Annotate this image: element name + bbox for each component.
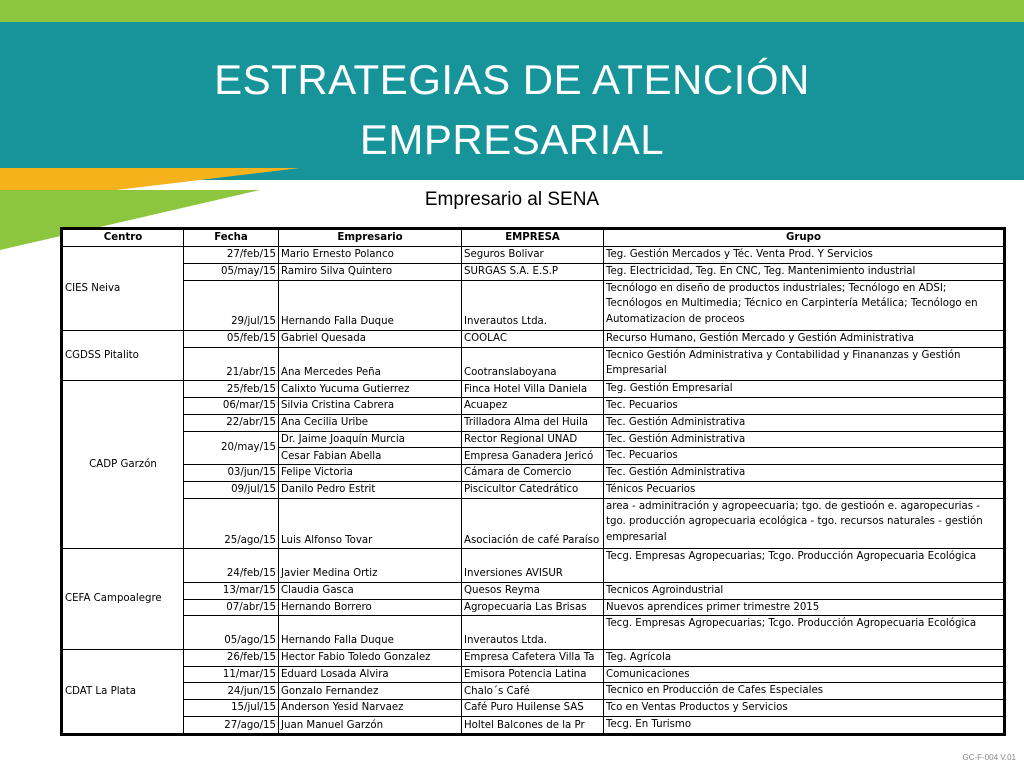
slide-subtitle: Empresario al SENA	[424, 189, 600, 210]
footer-code: GC-F-004 V.01	[962, 753, 1016, 762]
cell-grupo: Teg. Gestión Mercados y Téc. Venta Prod. Y Servicios	[604, 247, 1004, 264]
table-row	[63, 414, 1004, 431]
cell-empresa: COOLAC	[462, 330, 604, 347]
cell-grupo: Comunicaciones	[604, 666, 1004, 683]
table-row	[63, 683, 1004, 700]
cell-fecha: 29/jul/15	[184, 280, 279, 330]
cell-empresario: Claudia Gasca	[279, 582, 462, 599]
cell-grupo: Tecg. En Turismo	[604, 716, 1004, 733]
table-row	[63, 716, 1004, 733]
cell-fecha: 06/mar/15	[184, 398, 279, 415]
cell-grupo: Tecnicos Agroindustrial	[604, 582, 1004, 599]
table-row	[63, 247, 1004, 264]
table-row	[63, 616, 1004, 650]
cell-fecha: 22/abr/15	[184, 414, 279, 431]
cell-grupo: Tec. Pecuarios	[604, 448, 1004, 465]
cell-empresario: Juan Manuel Garzón	[279, 716, 462, 733]
cell-grupo: Teg. Gestión Empresarial	[604, 381, 1004, 398]
cell-empresa: Inversiones AVISUR	[462, 549, 604, 583]
cell-empresa: Quesos Reyma	[462, 582, 604, 599]
table-row	[63, 549, 1004, 583]
table-row	[63, 700, 1004, 717]
cell-fecha: 21/abr/15	[184, 347, 279, 381]
cell-grupo: Tecg. Empresas Agropecuarias; Tcgo. Producción Agropecuaria Ecológica	[604, 549, 1004, 583]
cell-grupo: Nuevos aprendices primer trimestre 2015	[604, 599, 1004, 616]
cell-empresa: Agropecuaria Las Brisas	[462, 599, 604, 616]
cell-empresario: Javier Medina Ortiz	[279, 549, 462, 583]
slide-title	[0, 50, 1024, 170]
cell-empresario: Hernando Falla Duque	[279, 616, 462, 650]
cell-centro: CADP Garzón	[63, 381, 184, 549]
cell-empresario: Eduard Losada Alvira	[279, 666, 462, 683]
cell-grupo: Tecg. Empresas Agropecuarias; Tcgo. Producción Agropecuaria Ecológica	[604, 616, 1004, 650]
cell-fecha: 13/mar/15	[184, 582, 279, 599]
table-row	[63, 582, 1004, 599]
cell-empresario: Hernando Borrero	[279, 599, 462, 616]
cell-fecha: 25/ago/15	[184, 498, 279, 548]
cell-fecha: 25/feb/15	[184, 381, 279, 398]
header-empresa: EMPRESA	[462, 230, 604, 247]
cell-empresario: Calixto Yucuma Gutierrez	[279, 381, 462, 398]
table-row	[63, 280, 1004, 330]
table-row	[63, 599, 1004, 616]
cell-empresa: Empresa Ganadera Jericó	[462, 448, 604, 465]
cell-fecha: 27/feb/15	[184, 247, 279, 264]
table-row	[63, 481, 1004, 498]
cell-centro: CDAT La Plata	[63, 649, 184, 733]
cell-empresa: Inverautos Ltda.	[462, 280, 604, 330]
cell-empresa: Cootranslaboyana	[462, 347, 604, 381]
cell-empresario: Mario Ernesto Polanco	[279, 247, 462, 264]
table-row	[63, 431, 1004, 448]
cell-centro: CEFA Campoalegre	[63, 549, 184, 650]
cell-empresario: Hernando Falla Duque	[279, 280, 462, 330]
cell-empresa: Emisora Potencia Latina	[462, 666, 604, 683]
cell-fecha: 11/mar/15	[184, 666, 279, 683]
cell-fecha: 07/abr/15	[184, 599, 279, 616]
cell-fecha: 05/feb/15	[184, 330, 279, 347]
cell-fecha: 20/may/15	[184, 431, 279, 465]
table-row	[63, 263, 1004, 280]
table-row	[63, 347, 1004, 381]
cell-empresa: Seguros Bolivar	[462, 247, 604, 264]
cell-empresario: Silvia Cristina Cabrera	[279, 398, 462, 415]
header-grupo: Grupo	[604, 230, 1004, 247]
header-fecha: Fecha	[184, 230, 279, 247]
cell-grupo: Tecnólogo en diseño de productos industriales; Tecnólogo en ADSI; Tecnólogos en Multimedia; Técnico en Carpintería Metálica; Tecnólogo en Automatizacion de proceos	[604, 280, 1004, 330]
cell-grupo: Recurso Humano, Gestión Mercado y Gestión Administrativa	[604, 330, 1004, 347]
cell-empresa: Chalo´s Café	[462, 683, 604, 700]
table-row	[63, 498, 1004, 548]
data-table-container	[60, 227, 1006, 736]
cell-empresario: Cesar Fabian Abella	[279, 448, 462, 465]
table-row	[63, 398, 1004, 415]
cell-empresario: Danilo Pedro Estrit	[279, 481, 462, 498]
cell-empresario: Hector Fabio Toledo Gonzalez	[279, 649, 462, 666]
cell-grupo: Tec. Gestión Administrativa	[604, 414, 1004, 431]
cell-empresa: SURGAS S.A. E.S.P	[462, 263, 604, 280]
cell-empresa: Rector Regional UNAD	[462, 431, 604, 448]
cell-centro: CGDSS Pitalito	[63, 330, 184, 380]
cell-fecha: 09/jul/15	[184, 481, 279, 498]
header-centro: Centro	[63, 230, 184, 247]
cell-empresario: Ana Cecilia Uribe	[279, 414, 462, 431]
cell-grupo: Tec. Pecuarios	[604, 398, 1004, 415]
cell-empresa: Finca Hotel Villa Daniela	[462, 381, 604, 398]
cell-fecha: 05/ago/15	[184, 616, 279, 650]
title-line-2: EMPRESARIAL	[359, 116, 665, 163]
cell-fecha: 05/may/15	[184, 263, 279, 280]
cell-grupo: Tco en Ventas Productos y Servicios	[604, 700, 1004, 717]
cell-grupo: Tec. Gestión Administrativa	[604, 431, 1004, 448]
header-empresario: Empresario	[279, 230, 462, 247]
cell-empresa: Inverautos Ltda.	[462, 616, 604, 650]
cell-fecha: 27/ago/15	[184, 716, 279, 733]
table-body	[63, 247, 1004, 734]
cell-empresario: Felipe Victoria	[279, 465, 462, 482]
table-row	[63, 465, 1004, 482]
cell-grupo: area - adminitración y agropeecuaria; tgo. de gestioón e. agaropecurias - tgo. producción agropecuaria ecológica - tgo. recursos naturales - gestión empresarial	[604, 498, 1004, 548]
cell-fecha: 26/feb/15	[184, 649, 279, 666]
table-row	[63, 649, 1004, 666]
cell-grupo: Tecnico Gestión Administrativa y Contabilidad y Finananzas y Gestión Empresarial	[604, 347, 1004, 381]
cell-empresa: Trilladora Alma del Huila	[462, 414, 604, 431]
cell-empresario: Luis Alfonso Tovar	[279, 498, 462, 548]
cell-fecha: 15/jul/15	[184, 700, 279, 717]
cell-grupo: Tec. Gestión Administrativa	[604, 465, 1004, 482]
cell-fecha: 24/jun/15	[184, 683, 279, 700]
cell-empresa: Cámara de Comercio	[462, 465, 604, 482]
cell-empresa: Asociación de café Paraíso	[462, 498, 604, 548]
table-row	[63, 666, 1004, 683]
table-header-row	[63, 230, 1004, 247]
cell-empresario: Ana Mercedes Peña	[279, 347, 462, 381]
cell-centro: CIES Neiva	[63, 247, 184, 331]
cell-grupo: Teg. Agrícola	[604, 649, 1004, 666]
cell-grupo: Ténicos Pecuarios	[604, 481, 1004, 498]
cell-empresario: Ramiro Silva Quintero	[279, 263, 462, 280]
table-row	[63, 330, 1004, 347]
cell-empresario: Dr. Jaime Joaquín Murcia	[279, 431, 462, 448]
cell-empresario: Gabriel Quesada	[279, 330, 462, 347]
cell-grupo: Tecnico en Producción de Cafes Especiales	[604, 683, 1004, 700]
cell-empresa: Empresa Cafetera Villa Ta	[462, 649, 604, 666]
cell-empresa: Piscicultor Catedrático	[462, 481, 604, 498]
empresarios-table	[62, 229, 1004, 734]
cell-empresa: Holtel Balcones de la Pr	[462, 716, 604, 733]
table-row	[63, 381, 1004, 398]
cell-empresa: Acuapez	[462, 398, 604, 415]
title-line-1: ESTRATEGIAS DE ATENCIÓN	[214, 56, 810, 103]
cell-grupo: Teg. Electricidad, Teg. En CNC, Teg. Mantenimiento industrial	[604, 263, 1004, 280]
cell-fecha: 03/jun/15	[184, 465, 279, 482]
cell-fecha: 24/feb/15	[184, 549, 279, 583]
cell-empresa: Café Puro Huilense SAS	[462, 700, 604, 717]
cell-empresario: Gonzalo Fernandez	[279, 683, 462, 700]
cell-empresario: Anderson Yesid Narvaez	[279, 700, 462, 717]
